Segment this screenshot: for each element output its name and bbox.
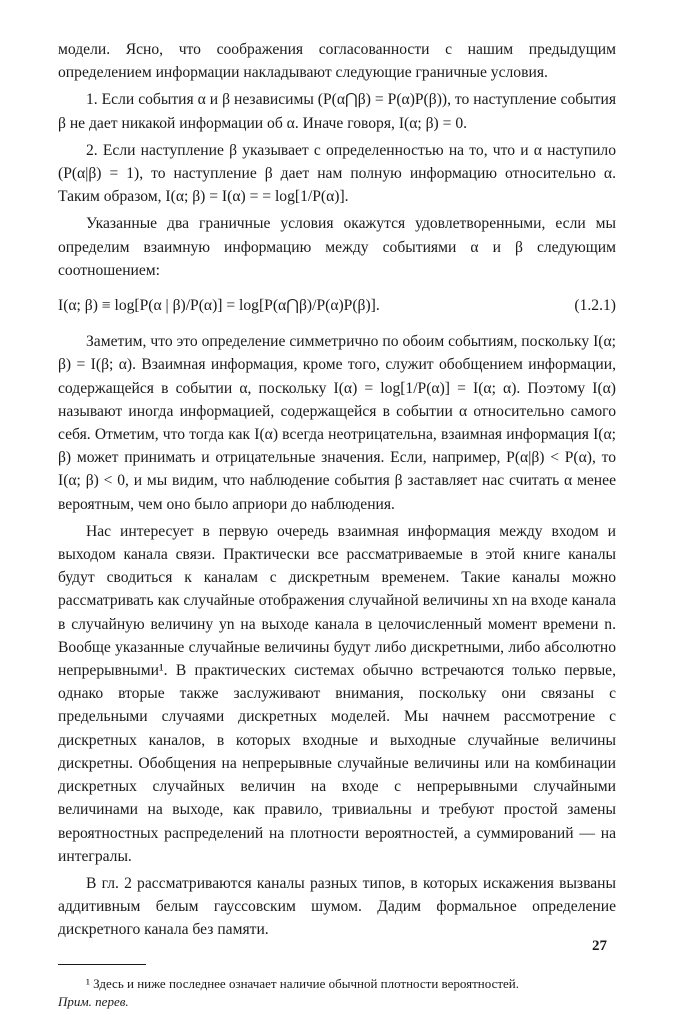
footnote: [58, 975, 616, 1012]
paragraph-continuation: модели. Ясно, что соображения согласованности с нашим предыдущим определением информации накладывают следующие граничные условия.: [58, 41, 616, 82]
paragraph-channels: Нас интересует в первую очередь взаимная информация между входом и выходом канала связи. Практически все рассматриваемые в этой книге каналы будут сводиться к каналам с дискретным временем. Такие каналы можно рассматривать как случайные отображения случайной величины xn на входе канала в случайную величину yn на выходе канала в целочисленный момент времени n. Вообще указанные случайные величины будут либо дискретными, либо абсолютно непрерывными¹. В практических системах обычно встречаются только первые, однако вторые также заслуживают внимания, поскольку они связаны с предельными случаями дискретных моделей. Мы начнем рассмотрение с дискретных каналов, в которых входные и выходные случайные величины дискретны. Обобщения на непрерывные случайные величины или на комбинации дискретных случайных величин на входе с непрерывными случайными величинами на выходе, как правило, тривиальны и требуют простой замены вероятностных распределений на плотности вероятностей, а суммирований — на интегралы.: [58, 522, 616, 865]
footnote-divider: [58, 964, 146, 965]
paragraph-condition-2: 2. Если наступление β указывает с определенностью на то, что и α наступило (P(α|β) = 1), то наступление β дает нам полную информацию относительно α. Таким образом, I(α; β) = I(α) = = log[1/P(α)].: [58, 141, 616, 206]
main-text: [58, 38, 616, 1012]
formula-1-2-1: [58, 294, 616, 317]
footnote-translator-note: Прим. перев.: [58, 994, 129, 1010]
paragraph-definition-intro: Указанные два граничные условия окажутся удовлетворенными, если мы определим взаимную информацию между событиями α и β следующим соотношением:: [58, 215, 616, 279]
paragraph-condition-1: 1. Если события α и β независимы (P(α⋂β) = P(α)P(β)), то наступление события β не дает никакой информации об α. Иначе говоря, I(α; β) = 0.: [58, 91, 616, 132]
formula-number: (1.2.1): [574, 297, 616, 315]
footnote-text: ¹ Здесь и ниже последнее означает наличие обычной плотности вероятностей.: [86, 975, 519, 991]
paragraph-chapter-2: В гл. 2 рассматриваются каналы разных типов, в которых искажения вызваны аддитивным белым гауссовским шумом. Дадим формальное определение дискретного канала без памяти.: [58, 874, 616, 939]
formula-expression: I(α; β) ≡ log[P(α | β)/P(α)] = log[P(α⋂β)/P(α)P(β)].: [58, 297, 380, 315]
page-number: 27: [592, 938, 607, 954]
paragraph-symmetry: Заметим, что это определение симметрично по обоим событиям, поскольку I(α; β) = I(β; α). Взаимная информация, кроме того, служит обобщением информации, содержащейся в событии α, поскольку I(α) = log[1/P(α)] = I(α; α). Поэтому I(α) называют иногда информацией, содержащейся в событии α относительно самого себя. Отметим, что тогда как I(α) всегда неотрицательна, взаимная информация I(α; β) может принимать и отрицательные значения. Если, например, P(α|β) < P(α), то I(α; β) < 0, и мы видим, что наблюдение события β заставляет нас считать α менее вероятным, чем оно было априори до наблюдения.: [58, 333, 616, 513]
